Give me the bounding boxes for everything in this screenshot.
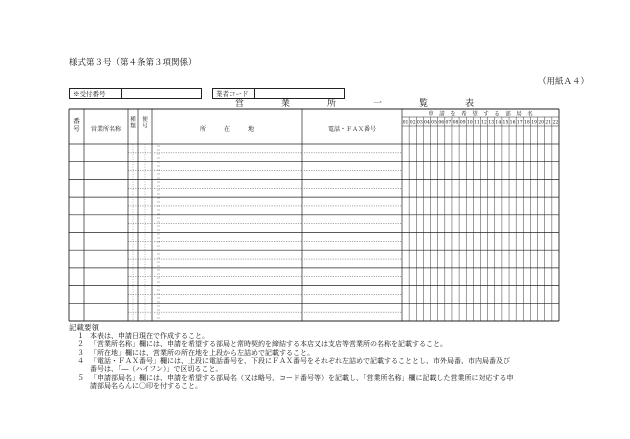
bureau-col-22: 22 (552, 120, 559, 126)
note-item (69, 340, 447, 348)
note-number: ４ (77, 356, 84, 365)
bureau-col-05: 05 (431, 120, 438, 126)
header-type: 種類 (130, 117, 136, 130)
bureau-col-13: 13 (488, 120, 495, 126)
note-text: 「営業所名称」欄には、申請を希望する部局と常時契約を締結する本店又は支店等営業所の名称を記載すること。 (90, 340, 447, 349)
bureau-col-15: 15 (502, 120, 509, 126)
note-text: 「所在地」欄には、営業所の所在地を上段から左詰めで記載すること。 (90, 348, 314, 357)
header-phone-fax: 電話・ＦＡＸ番号 (327, 126, 377, 133)
bureau-col-14: 14 (495, 120, 502, 126)
notes-heading: 記載要領 (69, 323, 99, 332)
note-item (69, 382, 202, 390)
vendor-code-label: 業者コード (216, 90, 249, 98)
note-text: 「申請部局名」欄には、申請を希望する部局名（又は略号、コード番号等）を記載し、「営業所名称」欄に記載した営業所に対応する申 (90, 373, 514, 382)
bureau-col-18: 18 (523, 120, 530, 126)
header-number: 番号 (73, 117, 80, 133)
page-title: 営 業 所 一 覧 表 (235, 99, 489, 109)
header-address: 所 在 地 (199, 126, 255, 133)
reception-number-label: ※受付番号 (73, 90, 106, 98)
bureau-col-08: 08 (452, 120, 459, 126)
bureau-col-17: 17 (516, 120, 523, 126)
note-item (69, 332, 209, 340)
header-office-name: 営業所名称 (90, 126, 122, 133)
bureau-col-10: 10 (466, 120, 473, 126)
bureau-col-12: 12 (481, 120, 487, 126)
header-convenience: 便号 (142, 117, 148, 130)
bureau-col-21: 21 (545, 120, 552, 126)
note-text: 本表は、申請日現在で作成すること。 (90, 332, 209, 340)
note-item (69, 357, 510, 365)
bureau-col-07: 07 (445, 120, 452, 126)
header-applied-bureaus: 申 請 を 希 望 す る 部 局 名 (428, 111, 533, 118)
note-number: ５ (77, 373, 84, 382)
note-item (69, 365, 223, 373)
note-number: １ (77, 332, 84, 340)
bureau-col-16: 16 (509, 120, 516, 126)
paper-size-label: （用紙Ａ４） (538, 77, 590, 87)
bureau-col-01: 01 (402, 120, 409, 126)
bureau-col-11: 11 (474, 120, 480, 126)
note-text: 請部局名らんに〇印を付すること。 (90, 381, 202, 390)
note-item (69, 349, 314, 357)
bureau-col-02: 02 (409, 120, 416, 126)
form-number: 様式第３号（第４条第３項関係） (69, 58, 197, 68)
note-number: ２ (77, 340, 84, 349)
note-number: ３ (77, 348, 84, 357)
bureau-col-09: 09 (459, 120, 466, 126)
note-item (69, 374, 514, 382)
bureau-col-04: 04 (424, 120, 430, 126)
note-text: 番号は、「―（ハイフン）」で区切ること。 (90, 365, 223, 374)
bureau-col-19: 19 (531, 120, 537, 126)
note-text: 「電話・ＦＡＸ番号」欄には、上段に電話番号を、下段にＦＡＸ番号をそれぞれ左詰めで記載することとし、市外局番、市内局番及び (90, 356, 510, 365)
bureau-col-03: 03 (416, 120, 423, 126)
bureau-col-06: 06 (438, 120, 445, 126)
bureau-col-20: 20 (538, 120, 545, 126)
